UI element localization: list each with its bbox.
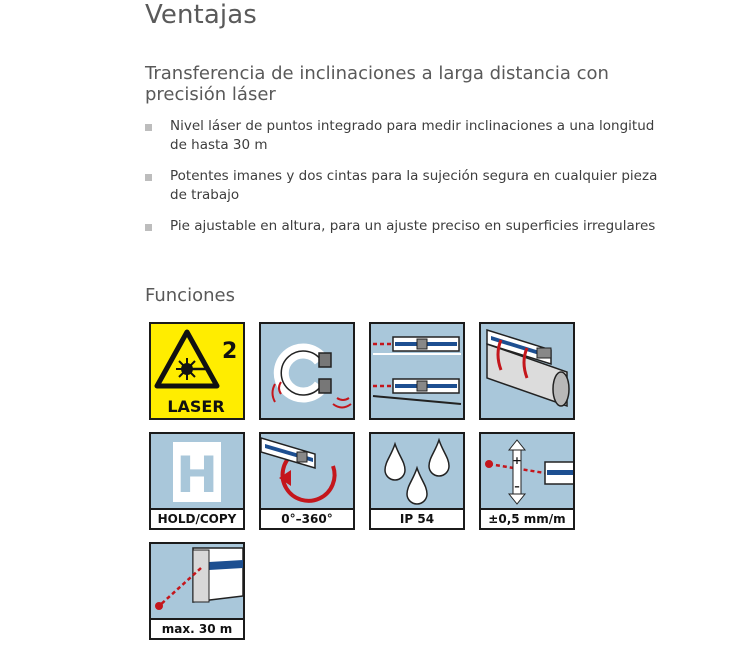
bullet-icon [145, 174, 152, 181]
tile-caption: max. 30 m [151, 618, 243, 638]
tile-ip54 [369, 432, 465, 530]
section-subtitle: Transferencia de inclinaciones a larga distancia con precisión láser [145, 63, 609, 105]
list-item [145, 217, 675, 236]
svg-text:+: + [512, 454, 522, 467]
level-on-pipe-icon [481, 324, 573, 418]
bullet-icon [145, 124, 152, 131]
tile-accuracy [479, 432, 575, 530]
tile-caption: 0°–360° [261, 508, 353, 528]
tile-caption: HOLD/COPY [151, 508, 243, 528]
list-item-text: Pie ajustable en altura, para un ajuste preciso en superficies irregulares [170, 218, 656, 234]
level-on-tapes-icon [371, 324, 463, 418]
bullet-icon [145, 224, 152, 231]
page-title: Ventajas [145, 0, 257, 30]
accuracy-icon [481, 434, 573, 510]
rotation-360-icon [261, 434, 353, 510]
functions-heading: Funciones [145, 285, 235, 306]
hold-letter: H [176, 446, 218, 504]
list-item [145, 117, 675, 155]
tile-level-tapes [369, 322, 465, 420]
list-item [145, 167, 675, 205]
tile-magnet [259, 322, 355, 420]
tile-rotation [259, 432, 355, 530]
list-item-text: Potentes imanes y dos cintas para la sujeción segura en cualquier pieza de trabajo [170, 168, 658, 203]
water-drops-icon [371, 434, 463, 510]
tile-caption: ±0,5 mm/m [481, 508, 573, 528]
tile-level-pipe [479, 322, 575, 420]
tile-caption: IP 54 [371, 508, 463, 528]
laser-class-2-warning-icon [151, 324, 243, 418]
hold-copy-icon [151, 434, 243, 510]
laser-range-icon [151, 544, 243, 620]
tile-laser-class [149, 322, 245, 420]
tile-laser-range [149, 542, 245, 640]
laser-class-badge: 2 [222, 339, 238, 364]
list-item-text: Nivel láser de puntos integrado para medir inclinaciones a una longitud de hasta 30 m [170, 118, 655, 153]
laser-label: LASER [167, 397, 225, 416]
svg-text:–: – [514, 480, 520, 493]
magnet-icon [261, 324, 353, 418]
tile-hold-copy [149, 432, 245, 530]
feature-list [145, 117, 675, 248]
